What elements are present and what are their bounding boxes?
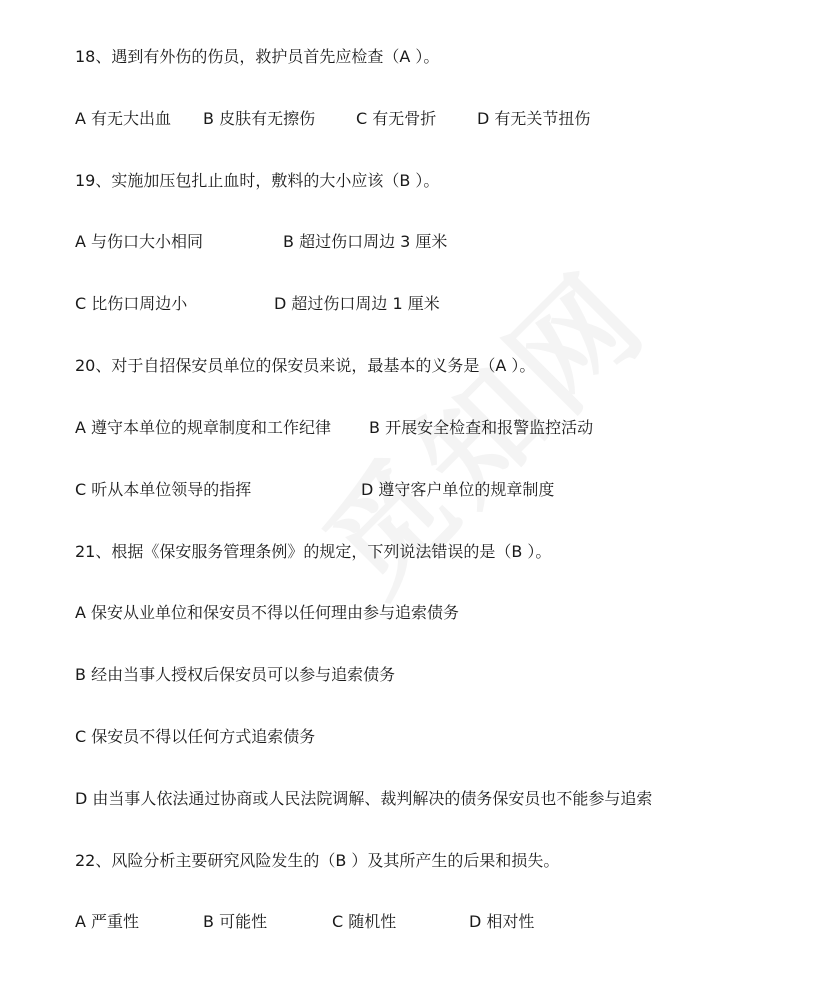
option-b: B 超过伤口周边 3 厘米 [283,232,448,251]
option-b: B 皮肤有无擦伤 [203,109,316,128]
option-d: D 超过伤口周边 1 厘米 [274,294,440,313]
option-d: D 相对性 [469,912,535,931]
option-b: B 经由当事人授权后保安员可以参与追索债务 [75,665,396,684]
question-20: 20、对于自招保安员单位的保安员来说，最基本的义务是（A ）。 [75,356,536,375]
option-a: A 保安从业单位和保安员不得以任何理由参与追索债务 [75,603,460,622]
option-c: C 比伤口周边小 [75,294,188,313]
option-a: A 遵守本单位的规章制度和工作纪律 [75,418,332,437]
option-a: A 严重性 [75,912,140,931]
option-c: C 听从本单位领导的指挥 [75,480,252,499]
option-d: D 由当事人依法通过协商或人民法院调解、裁判解决的债务保安员也不能参与追索 [75,789,653,808]
option-a: A 有无大出血 [75,109,172,128]
option-b: B 可能性 [203,912,268,931]
question-19: 19、实施加压包扎止血时，敷料的大小应该（B ）。 [75,171,440,190]
option-d: D 遵守客户单位的规章制度 [361,480,555,499]
option-d: D 有无关节扭伤 [477,109,591,128]
question-18: 18、遇到有外伤的伤员，救护员首先应检查（A ）。 [75,47,440,66]
option-b: B 开展安全检查和报警监控活动 [369,418,594,437]
option-a: A 与伤口大小相同 [75,232,204,251]
option-c: C 随机性 [332,912,397,931]
option-c: C 保安员不得以任何方式追索债务 [75,727,316,746]
question-22: 22、风险分析主要研究风险发生的（B ）及其所产生的后果和损失。 [75,851,560,870]
question-21: 21、根据《保安服务管理条例》的规定，下列说法错误的是（B ）。 [75,542,552,561]
option-c: C 有无骨折 [356,109,437,128]
